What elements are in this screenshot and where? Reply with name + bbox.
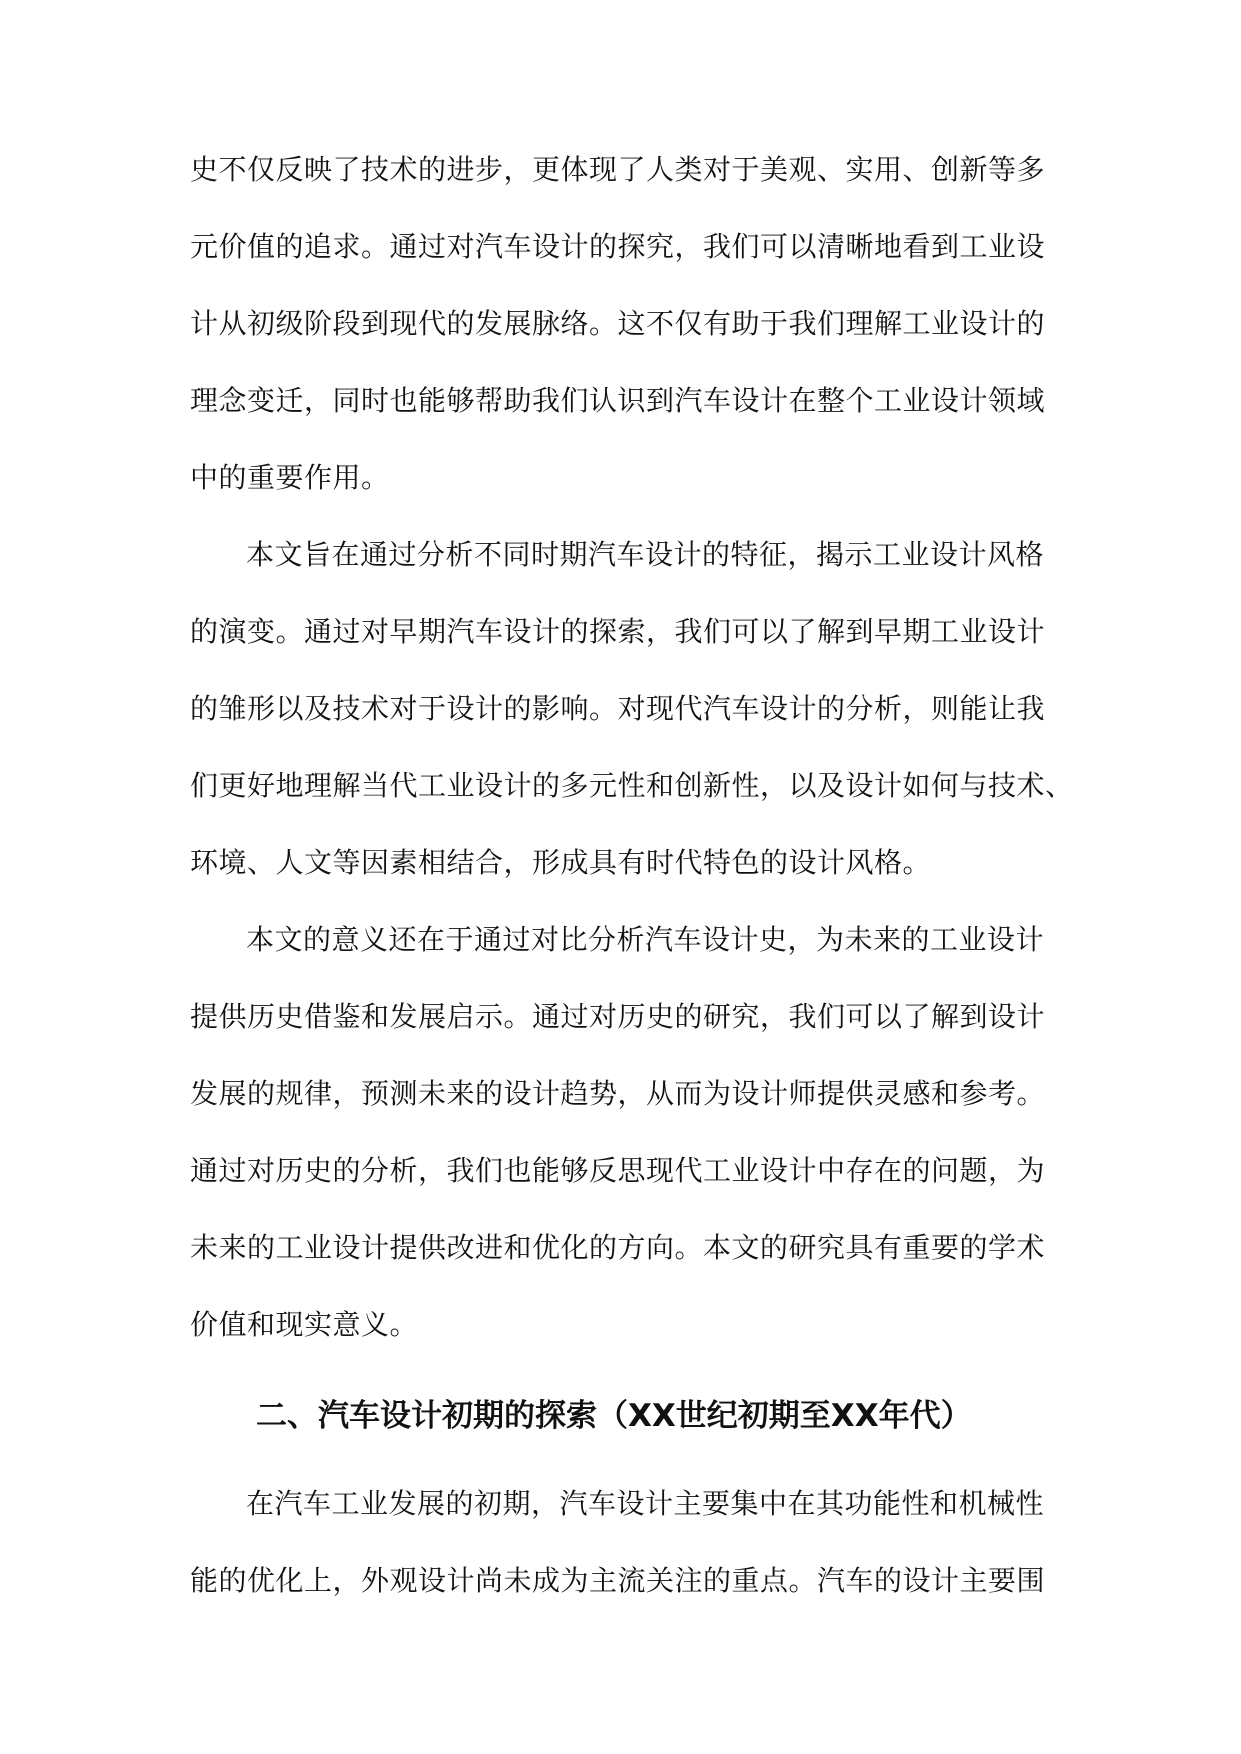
- paragraph-3-line-4: 通过对历史的分析，我们也能够反思现代工业设计中存在的问题，为: [190, 1154, 1046, 1187]
- paragraph-1-line-5: 中的重要作用。: [190, 461, 390, 494]
- paragraph-3-line-5: 未来的工业设计提供改进和优化的方向。本文的研究具有重要的学术: [190, 1231, 1046, 1264]
- paragraph-1-line-3: 计从初级阶段到现代的发展脉络。这不仅有助于我们理解工业设计的: [190, 307, 1046, 340]
- paragraph-2-line-1: 本文旨在通过分析不同时期汽车设计的特征，揭示工业设计风格: [246, 538, 1045, 571]
- paragraph-2-line-5: 环境、人文等因素相结合，形成具有时代特色的设计风格。: [190, 846, 932, 879]
- paragraph-1-line-4: 理念变迁，同时也能够帮助我们认识到汽车设计在整个工业设计领域: [190, 384, 1046, 417]
- paragraph-3-line-1: 本文的意义还在于通过对比分析汽车设计史，为未来的工业设计: [246, 923, 1045, 956]
- paragraph-3-line-2: 提供历史借鉴和发展启示。通过对历史的研究，我们可以了解到设计: [190, 1000, 1046, 1033]
- paragraph-3-line-3: 发展的规律，预测未来的设计趋势，从而为设计师提供灵感和参考。: [190, 1077, 1046, 1110]
- paragraph-3-line-6: 价值和现实意义。: [190, 1308, 419, 1341]
- section-paragraph-line-2: 能的优化上，外观设计尚未成为主流关注的重点。汽车的设计主要围: [190, 1564, 1046, 1597]
- paragraph-1-line-2: 元价值的追求。通过对汽车设计的探究，我们可以清晰地看到工业设: [190, 230, 1046, 263]
- section-paragraph-line-1: 在汽车工业发展的初期，汽车设计主要集中在其功能性和机械性: [246, 1487, 1045, 1520]
- paragraph-1-line-1: 史不仅反映了技术的进步，更体现了人类对于美观、实用、创新等多: [190, 153, 1046, 186]
- paragraph-2-line-3: 的雏形以及技术对于设计的影响。对现代汽车设计的分析，则能让我: [190, 692, 1046, 725]
- paragraph-2-line-2: 的演变。通过对早期汽车设计的探索，我们可以了解到早期工业设计: [190, 615, 1046, 648]
- paragraph-2-line-4: 们更好地理解当代工业设计的多元性和创新性，以及设计如何与技术、: [190, 769, 1074, 802]
- section-heading: 二、汽车设计初期的探索（XX世纪初期至XX年代）: [256, 1398, 972, 1434]
